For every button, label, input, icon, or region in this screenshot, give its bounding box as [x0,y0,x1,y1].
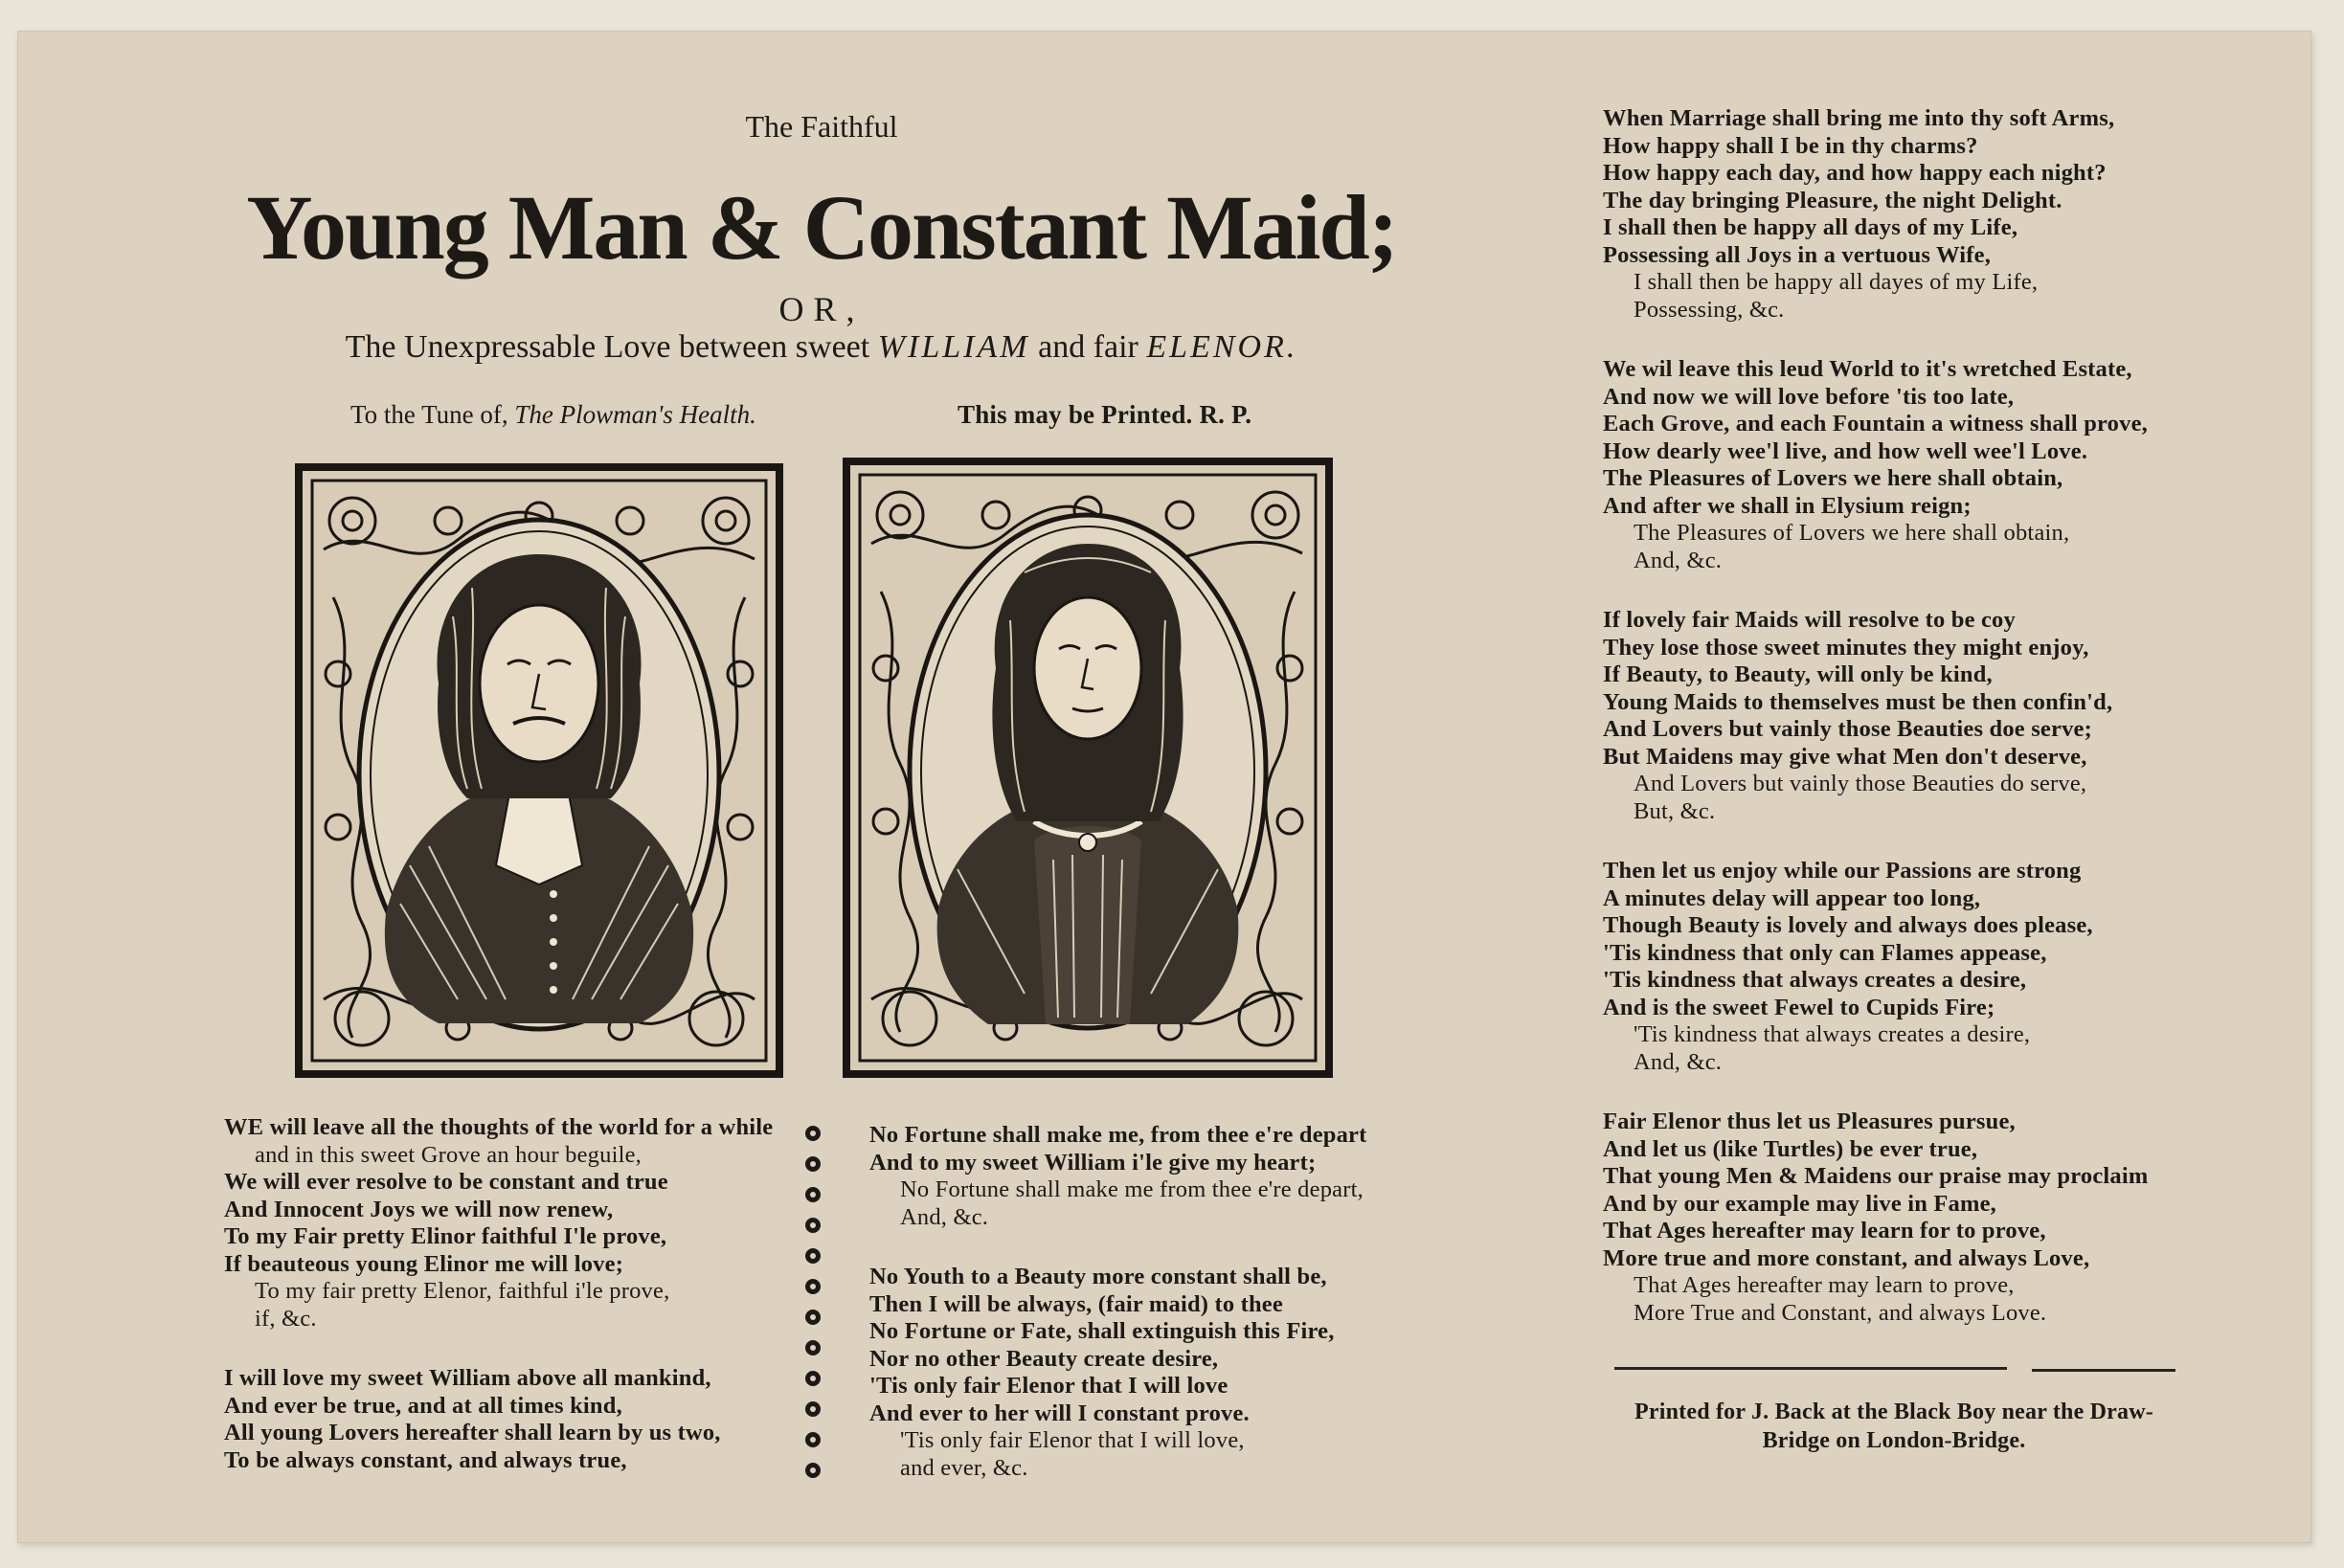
verse-line: And to my sweet William i'le give my heart; [869,1149,1317,1176]
verse-line: 'Tis kindness that always creates a desire, [1634,1021,2031,1047]
verse-line: 'Tis kindness that always creates a desire, [1603,967,2027,993]
verse-line: And now we will love before 'tis too late, [1603,383,2015,410]
stanza-mid-2 [869,1264,1367,1482]
verse-line: We will ever resolve to be constant and true [224,1169,668,1195]
subtitle-william: WILLIAM [877,329,1030,365]
verse-line: No Fortune or Fate, shall extinguish this Fire, [869,1318,1335,1344]
verse-line: And after we shall in Elysium reign; [1603,492,1972,519]
verse-line: 'Tis only fair Elenor that I will love [869,1373,1228,1399]
broadside-sheet [17,31,2311,1543]
verse-line: We wil leave this leud World to it's wretched Estate, [1603,356,2132,382]
verse-line: 'Tis only fair Elenor that I will love, [900,1427,1245,1453]
imprint-line-2: Bridge on London-Bridge. [1762,1428,2026,1453]
verse-line: I will love my sweet William above all mankind, [224,1365,711,1391]
verse-line: To my Fair pretty Elinor faithful I'le prove, [224,1223,667,1249]
woodcut-woman [843,458,1333,1078]
printer-imprint [1588,1398,2200,1455]
stanza-right-5 [1603,1109,2149,1327]
verse-line: And is the sweet Fewel to Cupids Fire; [1603,994,1995,1020]
verse-line: if, &c. [255,1305,317,1332]
verse-line: That young Men & Maidens our praise may proclaim [1603,1163,2149,1189]
verse-line: All young Lovers hereafter shall learn by us two, [224,1420,721,1445]
verse-line: The Pleasures of Lovers we here shall obtain, [1603,465,2063,491]
verse-line: Possessing, &c. [1634,296,1785,323]
verse-line: If beauteous young Elinor me will love; [224,1250,624,1277]
subtitle-part-c: and fair [1038,329,1138,365]
verse-line: More True and Constant, and always Love. [1634,1299,2047,1326]
verse-line: And Innocent Joys we will now renew, [224,1196,614,1222]
verse-line: and in this sweet Grove an hour beguile, [255,1141,642,1168]
verse-column-right [1603,105,2149,1359]
verse-line: To my fair pretty Elenor, faithful i'le prove, [255,1278,670,1304]
tune-line [350,400,756,430]
verse-line: Though Beauty is lovely and always does please, [1603,912,2093,938]
verse-line: How happy each day, and how happy each night? [1603,160,2107,186]
verse-line: And ever be true, and at all times kind, [224,1392,622,1419]
verse-line: And by our example may live in Fame, [1603,1190,1996,1217]
verse-line: They lose those sweet minutes they might enjoy, [1603,634,2089,661]
verse-line: And Lovers but vainly those Beauties doe serve; [1603,716,2092,742]
verse-line: Each Grove, and each Fountain a witness shall prove, [1603,411,2148,437]
license-line: This may be Printed. R. P. [958,400,1252,429]
stanza-right-4 [1603,858,2149,1076]
stanza-mid-1 [869,1122,1367,1231]
verse-line: When Marriage shall bring me into thy soft Arms, [1603,105,2115,131]
verse-line: Possessing all Joys in a vertuous Wife, [1603,241,1992,268]
verse-line: Then let us enjoy while our Passions are strong [1603,858,2082,884]
verse-column-middle [869,1122,1367,1514]
tune-prefix: To the Tune of, [350,400,508,429]
verse-line: And let us (like Turtles) be ever true, [1603,1135,1978,1162]
verse-line: And, &c. [1634,1048,1723,1075]
tune-name: The Plowman's Health. [514,400,756,429]
verse-line: That Ages hereafter may learn for to prove, [1603,1218,2046,1243]
or-line: OR, [778,290,865,328]
verse-line: No Fortune shall make me from thee e're depart, [900,1176,1364,1202]
verse-column-left [224,1114,773,1507]
verse-line: The day bringing Pleasure, the night Delight. [1603,187,2062,213]
verse-line: and ever, &c. [900,1454,1028,1481]
verse-line: 'Tis kindness that only can Flames appease, [1603,939,2047,966]
verse-line: Nor no other Beauty create desire, [869,1345,1219,1372]
verse-line: More true and more constant, and always Love, [1603,1244,2090,1271]
main-title: Young Man & Constant Maid; [246,176,1397,279]
subtitle-elenor: ELENOR. [1146,329,1298,365]
verse-line: That Ages hereafter may learn to prove, [1634,1272,2015,1298]
stanza-left-1 [224,1114,773,1333]
fleuron-border [797,1122,829,1486]
verse-line: WE will leave all the thoughts of the world for a while [224,1114,774,1140]
verse-line: Then I will be always, (fair maid) to thee [869,1290,1283,1317]
imprint-line-1: Printed for J. Back at the Black Boy near the Draw- [1634,1400,2153,1424]
verse-line: If Beauty, to Beauty, will only be kind, [1603,661,1993,687]
divider-rule-right [2032,1369,2175,1372]
verse-line: And Lovers but vainly those Beauties do serve, [1634,771,2087,796]
verse-line: And, &c. [1634,547,1723,573]
stanza-left-2 [224,1365,773,1474]
title-prefix: The Faithful [745,109,898,144]
subtitle-part-a: The Unexpressable Love between sweet [345,329,870,365]
verse-line: The Pleasures of Lovers we here shall obtain, [1634,520,2070,546]
verse-line: A minutes delay will appear too long, [1603,885,1981,911]
stanza-right-3 [1603,607,2149,825]
verse-line: No Youth to a Beauty more constant shall be, [869,1264,1327,1289]
verse-line: If lovely fair Maids will resolve to be coy [1603,607,2016,633]
verse-line: And ever to her will I constant prove. [869,1400,1250,1426]
verse-line: No Fortune shall make me, from thee e're depart [869,1122,1367,1148]
verse-line: But, &c. [1634,797,1716,824]
woodcut-man [295,463,783,1078]
verse-line: Fair Elenor thus let us Pleasures pursue, [1603,1109,2016,1134]
verse-line: And, &c. [900,1203,989,1230]
stanza-right-2 [1603,356,2149,574]
verse-line: Young Maids to themselves must be then confin'd, [1603,688,2113,715]
verse-line: How dearly wee'l live, and how well wee'l Love. [1603,437,2088,464]
verse-line: I shall then be happy all days of my Life, [1603,214,2018,240]
divider-rule-left [1614,1367,2007,1370]
stanza-right-1 [1603,105,2149,324]
verse-line: How happy shall I be in thy charms? [1603,132,1978,159]
verse-line: I shall then be happy all dayes of my Life, [1634,269,2039,295]
subtitle [151,329,1492,366]
verse-line: To be always constant, and always true, [224,1446,627,1473]
verse-line: But Maidens may give what Men don't deserve, [1603,743,2087,770]
